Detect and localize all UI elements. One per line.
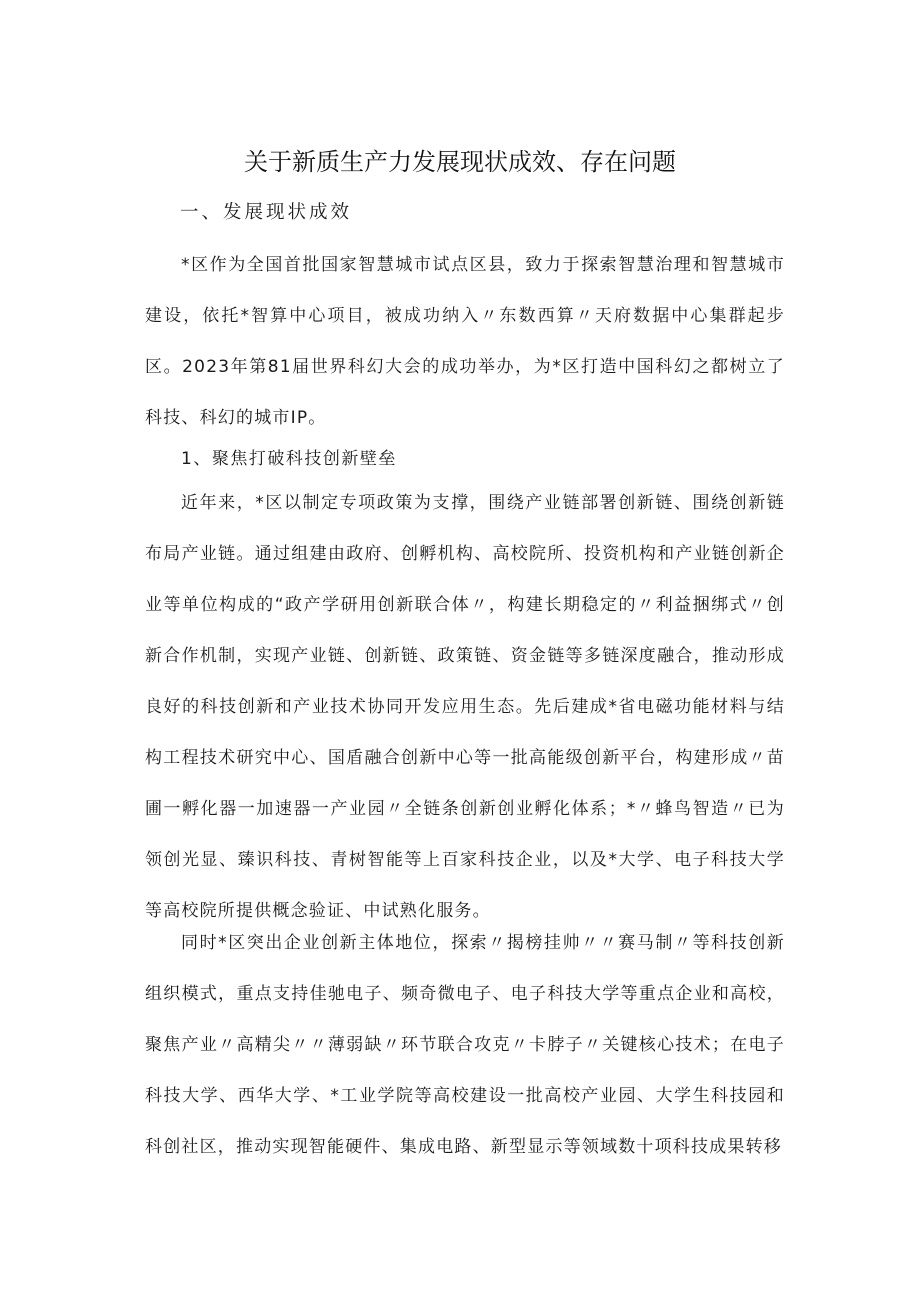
subheading-1: 1、聚焦打破科技创新壁垒 xyxy=(181,449,397,469)
section-heading-1: 一、发展现状成效 xyxy=(180,202,353,223)
document-title: 关于新质生产力发展现状成效、存在问题 xyxy=(244,148,676,176)
paragraph-3: 同时*区突出企业创新主体地位，探索〃揭榜挂帅〃〃赛马制〃等科技创新组织模式，重点支持佳驰电子、频奇微电子、电子科技大学等重点企业和高校，聚焦产业〃高精尖〃〃薄弱缺〃环节联合攻克〃卡脖子〃关键核心技术；在电子科技大学、西华大学、*工业学院等高校建设一批高校产业园、大学生科技园和科创社区，推动实现智能硬件、集成电路、新型显示等领域数十项科技成果转移 xyxy=(145,933,785,1157)
paragraph-1: *区作为全国首批国家智慧城市试点区县，致力于探索智慧治理和智慧城市建设，依托*智算中心项目，被成功纳入〃东数西算〃天府数据中心集群起步区。2023年第81届世界科幻大会的成功举办，为*区打造中国科幻之都树立了科技、科幻的城市IP。 xyxy=(145,255,785,428)
paragraph-2: 近年来，*区以制定专项政策为支撑，围绕产业链部署创新链、围绕创新链布局产业链。通过组建由政府、创孵机构、高校院所、投资机构和产业链创新企业等单位构成的“政产学研用创新联合体〃，构建长期稳定的〃利益捆绑式〃创新合作机制，实现产业链、创新链、政策链、资金链等多链深度融合，推动形成良好的科技创新和产业技术协同开发应用生态。先后建成*省电磁功能材料与结构工程技术研究中心、国盾融合创新中心等一批高能级创新平台，构建形成〃苗圃一孵化器一加速器一产业园〃全链条创新创业孵化体系；*〃蜂鸟智造〃已为领创光显、臻识科技、青树智能等上百家科技企业，以及*大学、电子科技大学等高校院所提供概念验证、中试熟化服务。 xyxy=(145,493,785,921)
